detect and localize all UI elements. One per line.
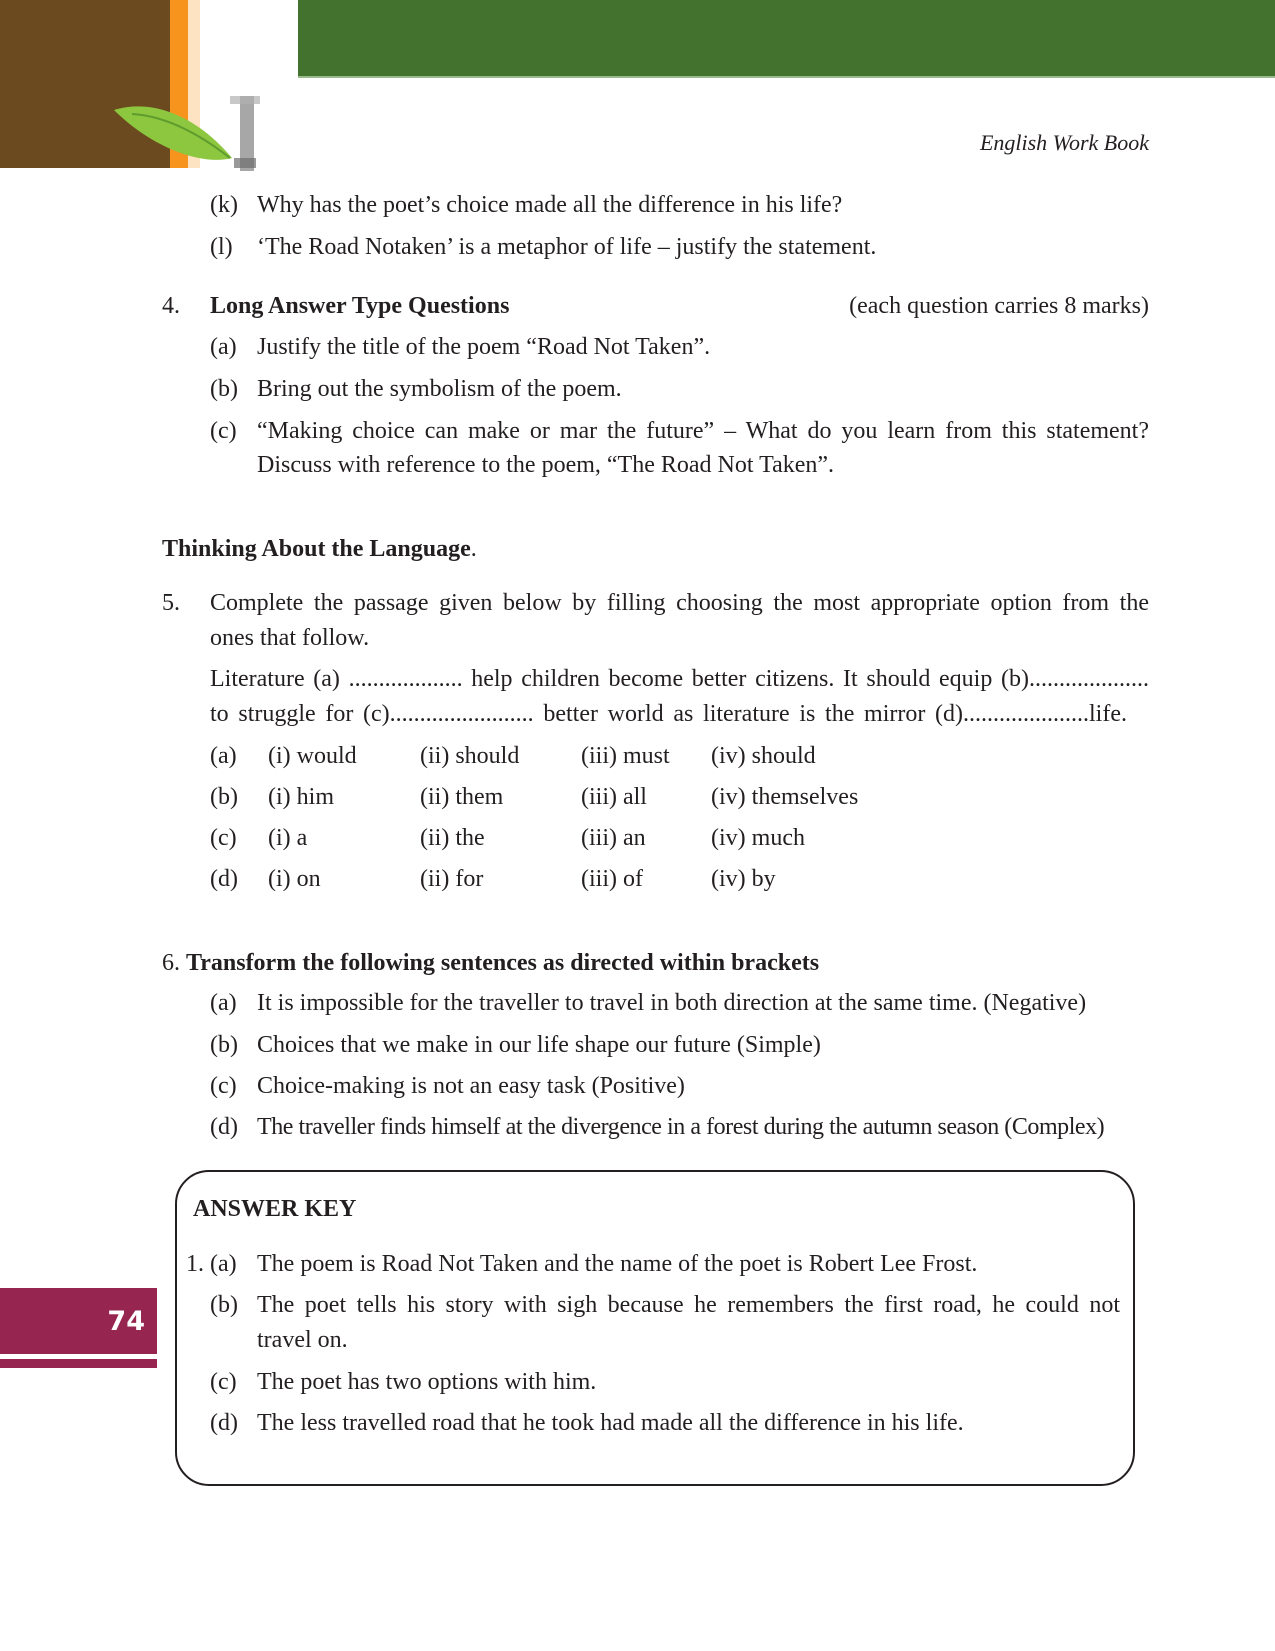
item-label: (c) bbox=[210, 418, 237, 444]
answer-label: (c) bbox=[210, 1369, 237, 1395]
item-label: (d) bbox=[210, 1114, 238, 1140]
section-title: Transform the following sentences as directed within brackets bbox=[186, 950, 820, 976]
question-number: 4. bbox=[162, 293, 180, 319]
option-i: (i) a bbox=[268, 825, 308, 851]
running-head: English Work Book bbox=[979, 130, 1149, 155]
question-6-heading bbox=[162, 950, 819, 977]
section-heading-text: Thinking About the Language bbox=[162, 536, 471, 562]
answer-text: The poem is Road Not Taken and the name of the poet is Robert Lee Frost. bbox=[257, 1251, 978, 1277]
item-text: Choices that we make in our life shape our future (Simple) bbox=[257, 1032, 821, 1058]
option-row-label: (c) bbox=[210, 825, 237, 851]
short-question-label: (l) bbox=[210, 234, 233, 260]
item-text: The traveller finds himself at the divergence in a forest during the autumn season (Complex) bbox=[257, 1114, 1105, 1140]
answer-number: 1. bbox=[186, 1251, 204, 1277]
item-label: (c) bbox=[210, 1073, 237, 1099]
option-ii: (ii) the bbox=[420, 825, 485, 851]
option-iv: (iv) by bbox=[711, 866, 776, 892]
answer-text-line: The poet tells his story with sigh because he remembers the first road, he could not bbox=[257, 1292, 1120, 1318]
option-ii: (ii) should bbox=[420, 743, 520, 769]
option-ii: (ii) for bbox=[420, 866, 484, 892]
item-label: (a) bbox=[210, 334, 237, 360]
header-band-underline bbox=[298, 76, 1275, 78]
item-label: (b) bbox=[210, 376, 238, 402]
item-label: (b) bbox=[210, 1032, 238, 1058]
option-row-label: (a) bbox=[210, 743, 237, 769]
section-heading bbox=[162, 536, 477, 563]
option-ii: (ii) them bbox=[420, 784, 504, 810]
item-label: (a) bbox=[210, 990, 237, 1016]
answer-text: The poet has two options with him. bbox=[257, 1369, 597, 1395]
option-i: (i) would bbox=[268, 743, 357, 769]
passage-line: Literature (a) ................... help children become better citizens. It should equip (b).................... bbox=[210, 666, 1149, 692]
answer-label: (a) bbox=[210, 1251, 237, 1277]
item-text: Bring out the symbolism of the poem. bbox=[257, 376, 622, 402]
section-title: Long Answer Type Questions bbox=[210, 293, 510, 319]
item-text: Justify the title of the poem “Road Not Taken”. bbox=[257, 334, 711, 360]
answer-text-line: travel on. bbox=[257, 1327, 348, 1353]
page-number-tab bbox=[0, 1288, 157, 1354]
question-number: 6. bbox=[162, 950, 180, 976]
item-text-line: Discuss with reference to the poem, “The Road Not Taken”. bbox=[257, 452, 835, 478]
short-question-text: Why has the poet’s choice made all the difference in his life? bbox=[257, 192, 843, 218]
answer-text: The less travelled road that he took had made all the difference in his life. bbox=[257, 1410, 964, 1436]
section-heading-period: . bbox=[470, 536, 477, 562]
option-i: (i) on bbox=[268, 866, 321, 892]
question-number: 5. bbox=[162, 590, 180, 616]
option-iii: (iii) an bbox=[581, 825, 646, 851]
header-green-band bbox=[298, 0, 1275, 76]
option-iv: (iv) themselves bbox=[711, 784, 859, 810]
answer-label: (d) bbox=[210, 1410, 238, 1436]
page-number: 74 bbox=[107, 1305, 145, 1337]
item-text: It is impossible for the traveller to travel in both direction at the same time. (Negative) bbox=[257, 990, 1087, 1016]
marks-note: (each question carries 8 marks) bbox=[849, 293, 1149, 319]
page-tab-rule bbox=[0, 1359, 157, 1368]
option-iii: (iii) of bbox=[581, 866, 643, 892]
instruction-line: ones that follow. bbox=[210, 625, 370, 651]
option-i: (i) him bbox=[268, 784, 334, 810]
option-iii: (iii) must bbox=[581, 743, 670, 769]
item-text-line: “Making choice can make or mar the future” – What do you learn from this statement? bbox=[257, 418, 1149, 444]
answer-label: (b) bbox=[210, 1292, 238, 1318]
item-text: Choice-making is not an easy task (Positive) bbox=[257, 1073, 685, 1099]
option-row-label: (d) bbox=[210, 866, 238, 892]
option-iv: (iv) should bbox=[711, 743, 816, 769]
plant-sprout-icon bbox=[112, 96, 282, 176]
option-row-label: (b) bbox=[210, 784, 238, 810]
short-question-text: ‘The Road Notaken’ is a metaphor of life – justify the statement. bbox=[257, 234, 877, 260]
short-question-label: (k) bbox=[210, 192, 238, 218]
passage-line: to struggle for (c)........................ better world as literature is the mirror (d).....................life. bbox=[210, 701, 1127, 727]
option-iv: (iv) much bbox=[711, 825, 805, 851]
option-iii: (iii) all bbox=[581, 784, 647, 810]
answer-key-title: ANSWER KEY bbox=[193, 1196, 357, 1222]
instruction-line: Complete the passage given below by filling choosing the most appropriate option from the bbox=[210, 590, 1149, 616]
